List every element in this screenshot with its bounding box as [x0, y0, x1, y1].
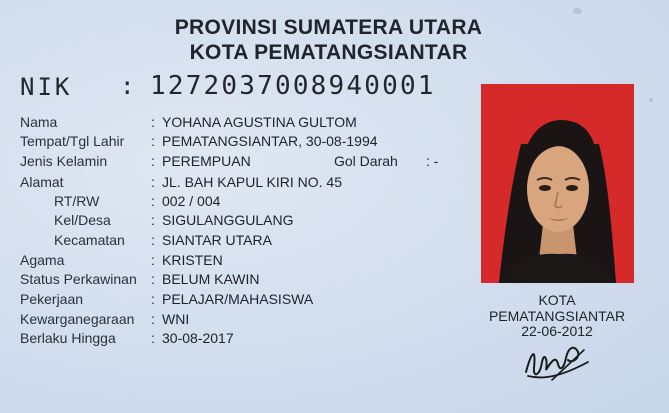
province-title: PROVINSI SUMATERA UTARA: [174, 16, 483, 39]
field-colon: :: [151, 212, 155, 228]
field-value: JL. BAH KAPUL KIRI NO. 45: [162, 174, 342, 190]
field-colon: :: [151, 291, 155, 307]
field-colon: :: [151, 232, 155, 248]
field-value: BELUM KAWIN: [162, 271, 260, 287]
field-colon: :: [151, 193, 155, 209]
field-colon: :: [151, 271, 155, 287]
field-value: PELAJAR/MAHASISWA: [162, 291, 314, 307]
field-value: SIANTAR UTARA: [162, 232, 272, 248]
field-label: Alamat: [20, 174, 64, 190]
field-label: Pekerjaan: [20, 291, 84, 307]
issue-place-line2: PEMATANGSIANTAR: [488, 308, 626, 324]
nik-value: 1272037008940001: [150, 71, 436, 101]
field-label: Berlaku Hingga: [20, 330, 116, 346]
field-colon: :: [151, 330, 155, 346]
field-label: Status Perkawinan: [20, 271, 137, 287]
field-colon: :: [151, 174, 155, 190]
field-value: 30-08-2017: [162, 330, 234, 346]
field-label: Kewarganegaraan: [20, 311, 135, 327]
holder-photo: [481, 84, 634, 283]
field-label: Agama: [20, 252, 65, 268]
card-stain: [573, 8, 582, 14]
issue-date: 22-06-2012: [521, 323, 593, 339]
field-colon: :: [151, 153, 155, 169]
field-colon: :: [151, 311, 155, 327]
nik-separator: :: [120, 72, 135, 100]
field-label: Kecamatan: [54, 232, 125, 248]
nik-label: NIK: [20, 73, 73, 101]
field-label: Jenis Kelamin: [20, 153, 108, 169]
field-label: RT/RW: [54, 193, 100, 209]
field-value: PEREMPUAN: [162, 153, 251, 169]
signature: [522, 338, 594, 386]
field-colon: :: [151, 114, 155, 130]
field-label: Kel/Desa: [54, 212, 111, 228]
field-label: Nama: [20, 114, 58, 130]
field-colon: :: [151, 252, 155, 268]
field-value: WNI: [162, 311, 190, 327]
issue-place-line1: KOTA: [538, 292, 576, 308]
field-value: YOHANA AGUSTINA GULTOM: [162, 114, 357, 130]
field-label: Tempat/Tgl Lahir: [20, 133, 125, 149]
field-value: 002 / 004: [162, 193, 221, 209]
blood-type-label: Gol Darah: [334, 153, 398, 169]
field-value: SIGULANGGULANG: [162, 212, 294, 228]
city-title: KOTA PEMATANGSIANTAR: [189, 41, 468, 64]
blood-type-value: : -: [426, 153, 439, 169]
field-colon: :: [151, 133, 155, 149]
field-value: PEMATANGSIANTAR, 30-08-1994: [162, 133, 378, 149]
field-value: KRISTEN: [162, 252, 223, 268]
card-stain: [649, 98, 653, 102]
